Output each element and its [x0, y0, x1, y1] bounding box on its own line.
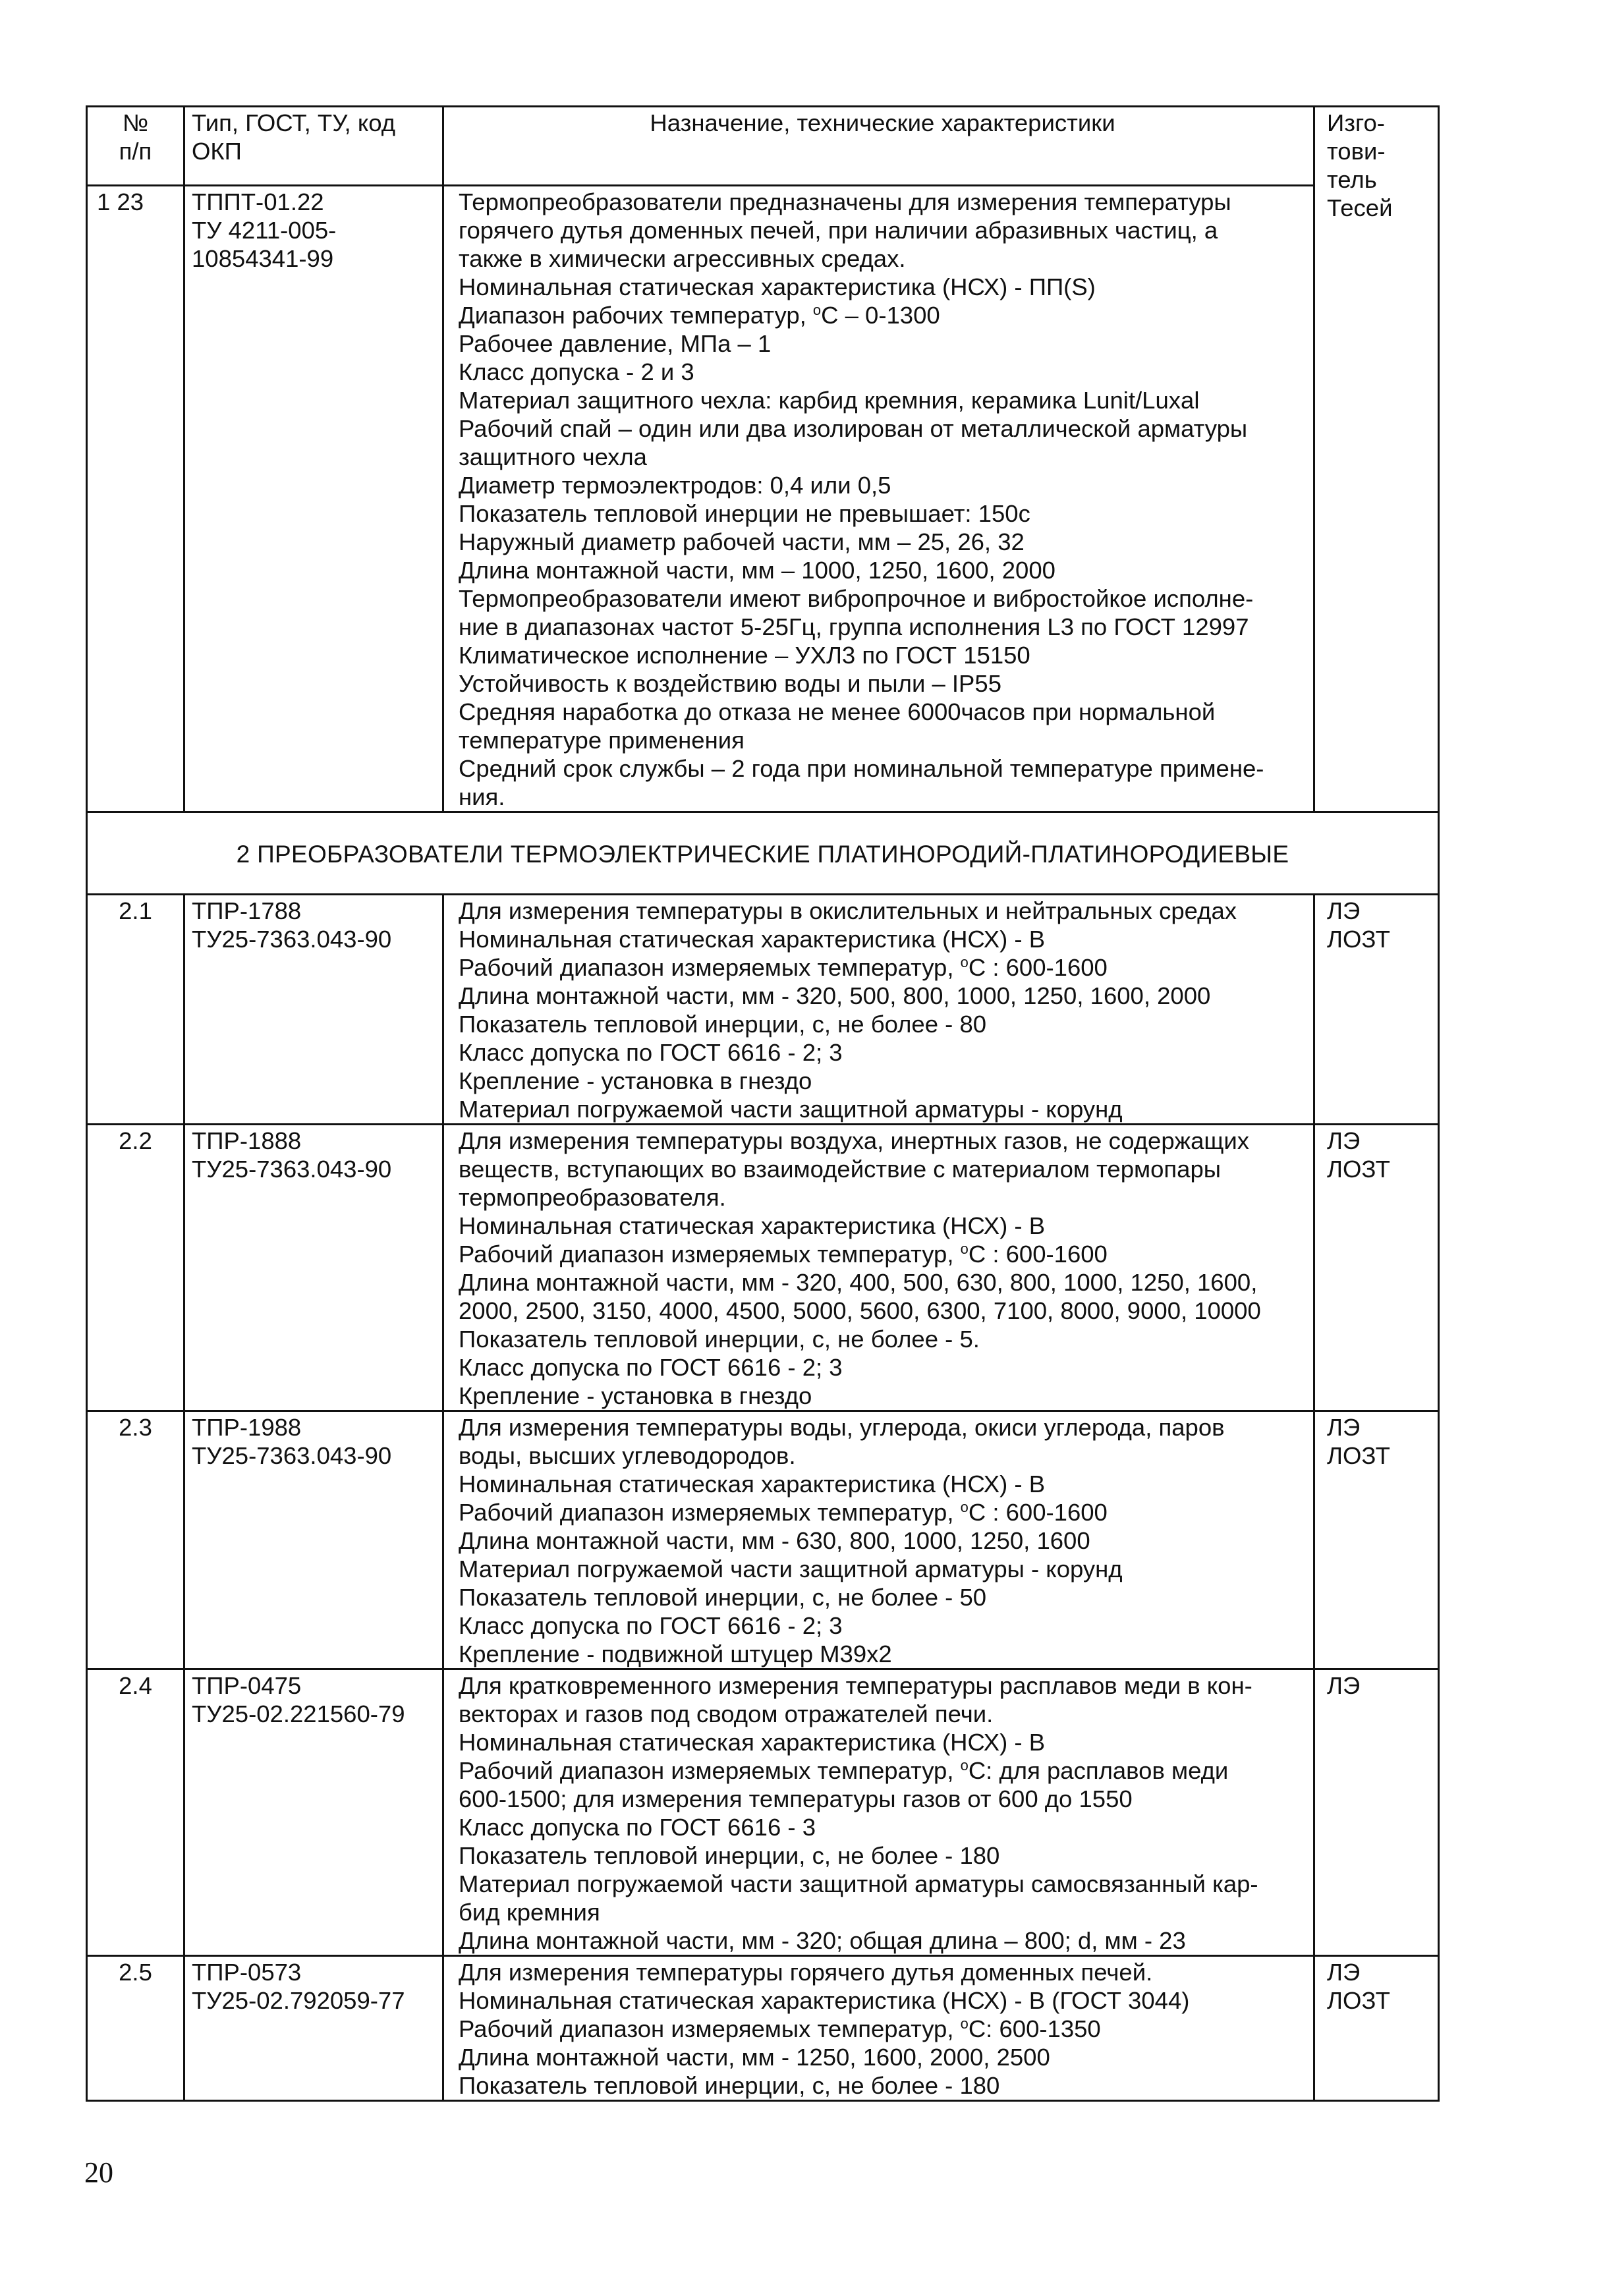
row-description-cell — [443, 1669, 1314, 1956]
row-maker-cell — [1314, 1411, 1439, 1669]
page-number: 20 — [84, 2156, 113, 2189]
header-type-label: Тип, ГОСТ, ТУ, код — [192, 109, 396, 136]
row-number-cell — [87, 1669, 184, 1956]
description-line: Средний срок службы – 2 года при номинальной температуре примене- — [459, 755, 1264, 782]
row-description-cell — [443, 186, 1314, 812]
description-line: Рабочий диапазон измеряемых температур, $^o$С : 600-1600 — [459, 953, 1108, 981]
header-maker-label: Изго- — [1327, 109, 1385, 136]
maker-line: ЛЭ — [1327, 1672, 1361, 1699]
description-line: Номинальная статическая характеристика (НСХ) - В — [459, 1212, 1046, 1239]
header-maker-label-3: тель — [1327, 166, 1377, 193]
description-line: Длина монтажной части, мм - 630, 800, 1000, 1250, 1600 — [459, 1527, 1090, 1554]
maker-line: ЛОЗТ — [1327, 1156, 1390, 1183]
header-type-label-2: ОКП — [192, 138, 242, 165]
row-maker-cell — [1314, 1669, 1439, 1956]
description-line: Материал погружаемой части защитной арматуры самосвязанный кар- — [459, 1870, 1258, 1897]
description-line: горячего дутья доменных печей, при наличии абразивных частиц, а — [459, 217, 1218, 244]
type-line: ТУ25-02.221560-79 — [192, 1700, 405, 1727]
type-line: ТУ25-7363.043-90 — [192, 1442, 392, 1469]
description-line: Класс допуска по ГОСТ 6616 - 3 — [459, 1814, 816, 1841]
description-line: Для измерения температуры воды, углерода, окиси углерода, паров — [459, 1414, 1225, 1441]
description-line: Рабочий спай – один или два изолирован от металлической арматуры — [459, 415, 1248, 442]
row-type-cell — [184, 1411, 443, 1669]
maker-line: ЛОЗТ — [1327, 926, 1390, 953]
description-line: Наружный диаметр рабочей части, мм – 25, 26, 32 — [459, 528, 1025, 555]
maker-line: ЛЭ — [1327, 1414, 1361, 1441]
header-number-label-2: п/п — [119, 138, 152, 165]
maker-line: ЛЭ — [1327, 897, 1361, 924]
maker-line: ЛЭ — [1327, 1959, 1361, 1986]
description-line: Показатель тепловой инерции, с, не более - 80 — [459, 1011, 987, 1038]
row-maker-cell — [1314, 895, 1439, 1125]
table-row-1-23 — [87, 186, 1439, 812]
description-line: температуре применения — [459, 727, 745, 754]
specification-table — [86, 105, 1440, 2102]
type-line: ТПР-0573 — [192, 1959, 302, 1986]
table-row — [87, 1956, 1439, 2101]
row-number: 2.1 — [119, 897, 152, 924]
header-maker-label-2: тови- — [1327, 138, 1386, 165]
description-line: Для измерения температуры воздуха, инертных газов, не содержащих — [459, 1127, 1250, 1154]
description-line: Номинальная статическая характеристика (НСХ) - В — [459, 1729, 1046, 1756]
row-description-cell — [443, 1125, 1314, 1411]
row-description-cell — [443, 1411, 1314, 1669]
type-line: 10854341-99 — [192, 245, 334, 272]
description-line: Для измерения температуры в окислительных и нейтральных средах — [459, 897, 1237, 924]
description-line: Длина монтажной части, мм - 1250, 1600, 2000, 2500 — [459, 2044, 1050, 2071]
row-number-cell — [87, 1411, 184, 1669]
description-line: термопреобразователя. — [459, 1184, 726, 1211]
row-description-cell — [443, 895, 1314, 1125]
description-line: Длина монтажной части, мм – 1000, 1250, 1600, 2000 — [459, 557, 1055, 584]
description-line: бид кремния — [459, 1899, 600, 1926]
description-line: векторах и газов под сводом отражателей печи. — [459, 1700, 994, 1727]
description-line: Материал защитного чехла: карбид кремния, керамика Lunit/Luxal — [459, 387, 1200, 414]
description-line: Класс допуска по ГОСТ 6616 - 2; 3 — [459, 1612, 843, 1639]
table-header-row — [87, 107, 1439, 186]
description-line: Номинальная статическая характеристика (НСХ) - В — [459, 926, 1046, 953]
row-number: 1 23 — [97, 188, 144, 215]
row-number-cell — [87, 186, 184, 812]
description-line: также в химически агрессивных средах. — [459, 245, 906, 272]
description-line: Показатель тепловой инерции, с, не более - 50 — [459, 1584, 987, 1611]
header-type-cell — [184, 107, 443, 186]
type-line: ТПР-1888 — [192, 1127, 302, 1154]
row-number: 2.4 — [119, 1672, 152, 1699]
section-title: 2 ПРЕОБРАЗОВАТЕЛИ ТЕРМОЭЛЕКТРИЧЕСКИЕ ПЛАТИНОРОДИЙ-ПЛАТИНОРОДИЕВЫЕ — [87, 812, 1439, 895]
description-line: Материал погружаемой части защитной арматуры - корунд — [459, 1555, 1123, 1582]
description-line: Рабочее давление, МПа – 1 — [459, 330, 772, 357]
description-line: Номинальная статическая характеристика (НСХ) - В — [459, 1470, 1046, 1498]
description-line: Крепление - установка в гнездо — [459, 1067, 812, 1094]
description-line: Рабочий диапазон измеряемых температур, $^o$С : 600-1600 — [459, 1498, 1108, 1526]
type-line: ТПР-1788 — [192, 897, 302, 924]
header-maker-cell — [1314, 107, 1439, 812]
type-line: ТУ25-7363.043-90 — [192, 1156, 392, 1183]
description-line: Диапазон рабочих температур, $^o$С – 0-1300 — [459, 301, 940, 329]
description-line: Средняя наработка до отказа не менее 6000часов при нормальной — [459, 698, 1216, 725]
description-line: веществ, вступающих во взаимодействие с материалом термопары — [459, 1156, 1222, 1183]
description-line: ния. — [459, 783, 505, 810]
table-row — [87, 895, 1439, 1125]
table-row — [87, 1125, 1439, 1411]
description-line: Для кратковременного измерения температуры расплавов меди в кон- — [459, 1672, 1252, 1699]
row-number-cell — [87, 1956, 184, 2101]
row-type-cell — [184, 1125, 443, 1411]
description-line: Рабочий диапазон измеряемых температур, $^o$С: для расплавов меди — [459, 1756, 1229, 1784]
row-number: 2.2 — [119, 1127, 152, 1154]
row-type-cell — [184, 1669, 443, 1956]
description-line: Длина монтажной части, мм - 320; общая длина – 800; d, мм - 23 — [459, 1927, 1186, 1954]
description-line: Для измерения температуры горячего дутья доменных печей. — [459, 1959, 1153, 1986]
row-type-cell — [184, 186, 443, 812]
type-line: ТУ 4211-005- — [192, 217, 337, 244]
description-line: Показатель тепловой инерции, с, не более - 180 — [459, 1842, 1000, 1869]
row-maker-cell — [1314, 1125, 1439, 1411]
description-line: Рабочий диапазон измеряемых температур, $^o$С : 600-1600 — [459, 1240, 1108, 1268]
row-number-cell — [87, 895, 184, 1125]
description-line: Диаметр термоэлектродов: 0,4 или 0,5 — [459, 472, 891, 499]
description-line: 2000, 2500, 3150, 4000, 4500, 5000, 5600, 6300, 7100, 8000, 9000, 10000 — [459, 1297, 1261, 1324]
description-line: Устойчивость к воздействию воды и пыли – IP55 — [459, 670, 1001, 697]
description-line: Класс допуска по ГОСТ 6616 - 2; 3 — [459, 1354, 843, 1381]
description-line: Длина монтажной части, мм - 320, 400, 500, 630, 800, 1000, 1250, 1600, — [459, 1269, 1258, 1296]
description-line: воды, высших углеводородов. — [459, 1442, 796, 1469]
description-line: Показатель тепловой инерции не превышает: 150с — [459, 500, 1030, 527]
row-type-cell — [184, 1956, 443, 2101]
type-line: ТПР-0475 — [192, 1672, 302, 1699]
type-line: ТУ25-02.792059-77 — [192, 1987, 405, 2014]
description-line: Номинальная статическая характеристика (НСХ) - В (ГОСТ 3044) — [459, 1987, 1190, 2014]
row-maker-cell — [1314, 1956, 1439, 2101]
row-number-cell — [87, 1125, 184, 1411]
section-row — [87, 812, 1439, 895]
description-line: Термопреобразователи имеют вибропрочное и вибростойкое исполне- — [459, 585, 1254, 612]
header-number-label: № — [122, 109, 149, 136]
description-line: Крепление - установка в гнездо — [459, 1382, 812, 1409]
description-line: защитного чехла — [459, 443, 647, 470]
row-number: 2.3 — [119, 1414, 152, 1441]
maker-line: ЛОЗТ — [1327, 1987, 1390, 2014]
table-row — [87, 1669, 1439, 1956]
table-row — [87, 1411, 1439, 1669]
type-line: ТУ25-7363.043-90 — [192, 926, 392, 953]
header-description-label: Назначение, технические характеристики — [650, 109, 1115, 136]
header-description-cell — [443, 107, 1314, 186]
description-line: Класс допуска - 2 и 3 — [459, 358, 694, 385]
row-1-23-maker: Тесей — [1327, 194, 1393, 221]
description-line: Материал погружаемой части защитной арматуры - корунд — [459, 1096, 1123, 1123]
description-line: Рабочий диапазон измеряемых температур, $^o$С: 600-1350 — [459, 2015, 1101, 2042]
maker-line: ЛОЗТ — [1327, 1442, 1390, 1469]
row-number: 2.5 — [119, 1959, 152, 1986]
description-line: Термопреобразователи предназначены для измерения температуры — [459, 188, 1231, 215]
type-line: ТППТ-01.22 — [192, 188, 324, 215]
header-number-cell — [87, 107, 184, 186]
description-line: ние в диапазонах частот 5-25Гц, группа исполнения L3 по ГОСТ 12997 — [459, 613, 1249, 640]
description-line: Показатель тепловой инерции, с, не более - 5. — [459, 1326, 980, 1353]
description-line: Климатическое исполнение – УХЛ3 по ГОСТ 15150 — [459, 642, 1030, 669]
description-line: Класс допуска по ГОСТ 6616 - 2; 3 — [459, 1039, 843, 1066]
description-line: Номинальная статическая характеристика (НСХ) - ПП(S) — [459, 273, 1096, 300]
description-line: Показатель тепловой инерции, с, не более - 180 — [459, 2072, 1000, 2099]
description-line: 600-1500; для измерения температуры газов от 600 до 1550 — [459, 1785, 1133, 1812]
type-line: ТПР-1988 — [192, 1414, 302, 1441]
row-type-cell — [184, 895, 443, 1125]
description-line: Длина монтажной части, мм - 320, 500, 800, 1000, 1250, 1600, 2000 — [459, 982, 1211, 1009]
maker-line: ЛЭ — [1327, 1127, 1361, 1154]
row-description-cell — [443, 1956, 1314, 2101]
description-line: Крепление - подвижной штуцер М39х2 — [459, 1640, 892, 1667]
